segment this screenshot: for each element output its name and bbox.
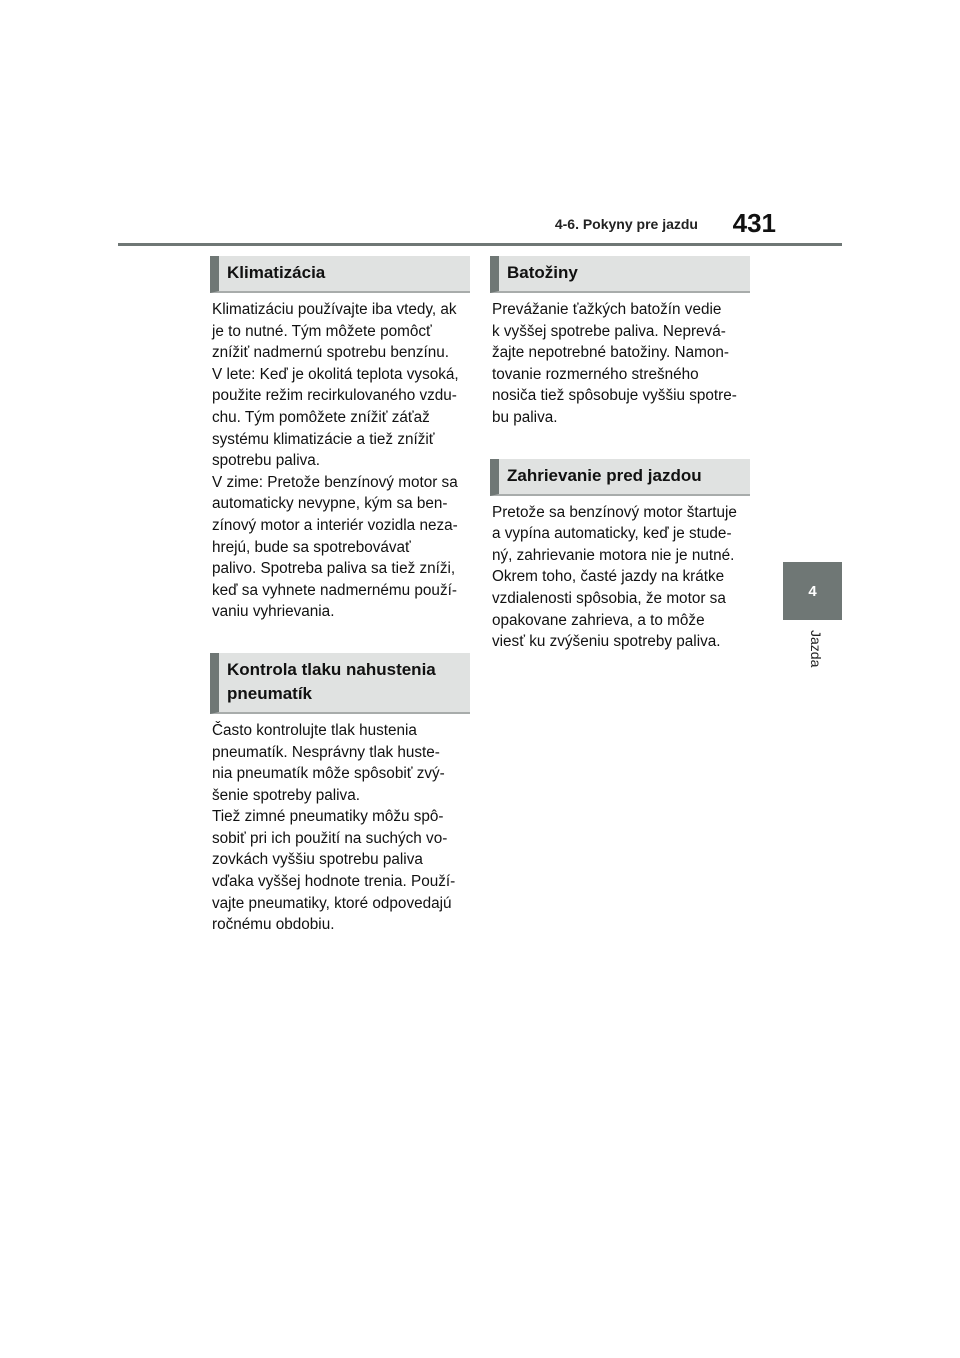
- section-body-warmup: Pretože sa benzínový motor štartuje a vypína automaticky, keď je stude- ný, zahrievanie motora nie je nutné. Okrem toho, časté jazdy na krátke vzdialenosti spôsobia, že motor sa opakovane zahrieva, a to môže viesť ku zvýšeniu spotreby paliva.: [492, 503, 737, 651]
- chapter-tab: [783, 562, 842, 620]
- chapter-number: 4: [808, 582, 817, 600]
- section-header-title: 4-6. Pokyny pre jazdu: [554, 216, 698, 232]
- section-spacer: [490, 429, 750, 459]
- left-column: [210, 256, 470, 936]
- section-heading-klimatizacia: Klimatizácia: [210, 256, 470, 293]
- section-spacer: [210, 623, 470, 653]
- page-number: 431: [732, 208, 776, 238]
- section-heading-batoziny: Batožiny: [490, 256, 750, 293]
- section-heading-tire-pressure: Kontrola tlaku nahustenia pneumatík: [210, 653, 470, 714]
- right-column: [490, 256, 750, 653]
- chapter-label: Jazda: [808, 630, 824, 668]
- section-heading-warmup: Zahrievanie pred jazdou: [490, 459, 750, 496]
- section-body-tire-pressure: Často kontrolujte tlak hustenia pneumatík. Nesprávny tlak huste- nia pneumatík môže spôsobiť zvý- šenie spotreby paliva. Tiež zimné pneumatiky môžu spô- sobiť pri ich použití na suchých vo- zovkách vyššiu spotrebu paliva vďaka vyššej hodnote trenia. Použí- vajte pneumatiky, ktoré odpovedajú ročnému obdobiu.: [212, 721, 456, 934]
- section-body-batoziny: Prevážanie ťažkých batožín vedie k vyššej spotrebe paliva. Neprevá- žajte nepotrebné batožiny. Namon- tovanie rozmerného strešného nosiča tiež spôsobuje vyššiu spotre- bu paliva.: [492, 301, 737, 426]
- header-divider: [118, 243, 842, 246]
- section-body-klimatizacia: Klimatizáciu používajte iba vtedy, ak je to nutné. Tým môžete pomôcť znížiť nadmernú spotrebu benzínu. V lete: Keď je okolitá teplota vysoká, použite režim recirkulovaného vzdu- chu. Tým pomôžete znížiť záťaž systému klimatizácie a tiež znížiť spotrebu paliva. V zime: Pretože benzínový motor sa automaticky nevypne, kým sa ben- zínový motor a interiér vozidla neza- hrejú, bude sa spotrebovávať palivo. Spotreba paliva sa tiež zníži, keď sa vyhnete nadmernému použí- vaniu vyhrievania.: [212, 301, 459, 621]
